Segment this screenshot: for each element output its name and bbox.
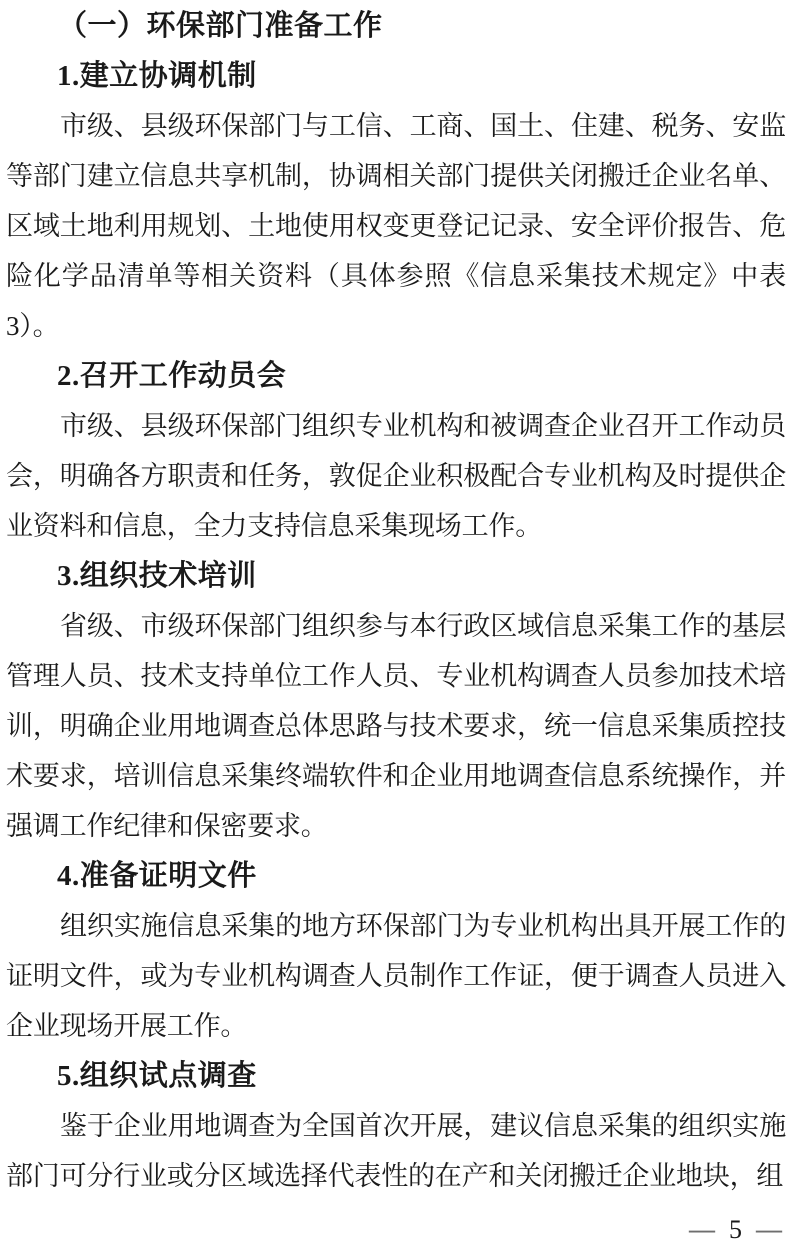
subsection-2 bbox=[6, 351, 786, 551]
subsection-5-title: 5.组织试点调查 bbox=[57, 1060, 257, 1092]
subsection-2-title: 2.召开工作动员会 bbox=[57, 360, 287, 392]
subsection-3-title: 3.组织技术培训 bbox=[57, 560, 257, 592]
page-number-dash-left: — bbox=[689, 1215, 715, 1244]
subsection-5 bbox=[6, 1051, 786, 1201]
subsection-1-title: 1.建立协调机制 bbox=[57, 60, 257, 92]
subsection-4-paragraph: 组织实施信息采集的地方环保部门为专业机构出具开展工作的证明文件，或为专业机构调查人员制作工作证，便于调查人员进入企业现场开展工作。 bbox=[6, 911, 786, 1041]
subsection-1 bbox=[6, 51, 786, 351]
subsection-3 bbox=[6, 551, 786, 851]
page-number: 5 bbox=[729, 1215, 742, 1244]
subsection-4 bbox=[6, 851, 786, 1051]
subsection-5-paragraph: 鉴于企业用地调查为全国首次开展，建议信息采集的组织实施部门可分行业或分区域选择代表性的在产和关闭搬迁企业地块，组 bbox=[6, 1111, 786, 1191]
subsection-2-paragraph: 市级、县级环保部门组织专业机构和被调查企业召开工作动员会，明确各方职责和任务，敦促企业积极配合专业机构及时提供企业资料和信息，全力支持信息采集现场工作。 bbox=[6, 411, 786, 541]
subsection-3-paragraph: 省级、市级环保部门组织参与本行政区域信息采集工作的基层管理人员、技术支持单位工作人员、专业机构调查人员参加技术培训，明确企业用地调查总体思路与技术要求，统一信息采集质控技术要求，培训信息采集终端软件和企业用地调查信息系统操作，并强调工作纪律和保密要求。 bbox=[6, 611, 786, 841]
section-heading: （一）环保部门准备工作 bbox=[58, 10, 383, 42]
page-number-dash-right: — bbox=[756, 1215, 782, 1244]
subsection-4-title: 4.准备证明文件 bbox=[57, 860, 257, 892]
page-footer bbox=[689, 1217, 782, 1243]
subsection-1-paragraph: 市级、县级环保部门与工信、工商、国土、住建、税务、安监等部门建立信息共享机制，协调相关部门提供关闭搬迁企业名单、区域土地利用规划、土地使用权变更登记记录、安全评价报告、危险化学品清单等相关资料（具体参照《信息采集技术规定》中表 3）。 bbox=[6, 111, 786, 341]
